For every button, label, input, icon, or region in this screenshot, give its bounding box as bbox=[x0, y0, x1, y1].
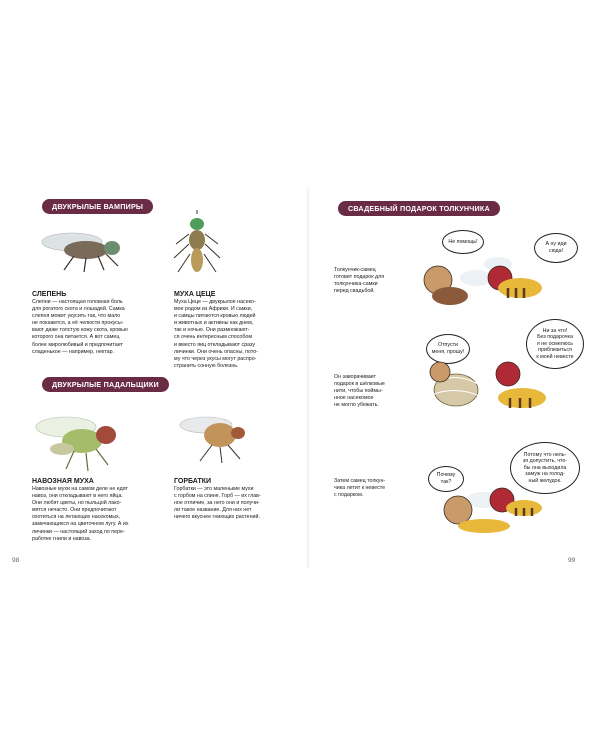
tsetse-fly-illustration bbox=[172, 210, 222, 282]
section-banner-wedding-gift: СВАДЕБНЫЙ ПОДАРОК ТОЛКУНЧИКА bbox=[338, 201, 500, 216]
panel3-caption: Затем самец толкун- чика летит к невесте с подарком. bbox=[334, 478, 386, 499]
book-spread bbox=[12, 188, 580, 568]
insect-title-humpback-fly: ГОРБАТКИ bbox=[174, 478, 212, 485]
dung-fly-illustration bbox=[32, 401, 132, 473]
panel3-comic-scene bbox=[424, 474, 564, 534]
panel1-comic-scene bbox=[416, 250, 556, 310]
insect-desc-tsetse: Муха Цеце — двукрылое насеко- мое родом из Африки. И самки, и самцы питаются кровью людей и животных и активны как днем, так и ночью. Они размножают- ся очень интересным способом и вместо яиц откладывают сразу личинки. Они очень опасны, пото- му что через укусы могут распро- странить сонную болезнь. bbox=[174, 299, 258, 369]
horsefly-illustration bbox=[34, 226, 129, 276]
panel2-bubble-left: Отпусти меня, прошу! bbox=[426, 334, 470, 364]
panel2-bubble-right: Ни за что! Без подарочка я не осмелюсь приблизиться к моей невесте bbox=[526, 319, 584, 369]
panel1-bubble-right: А ну иди сюда! bbox=[534, 233, 578, 263]
insect-desc-dung-fly: Навозные мухи на самом деле не едят навоз, они откладывают в него яйца. Они любят цветы, но пыльцой лако- мятся нечасто. Они предпочитают охотиться на летающих насекомых, замечающихся на цветочном лугу. А их личинки — настоящий заход по пере- работке гнили и навоза. bbox=[32, 486, 129, 542]
panel2-comic-scene bbox=[422, 352, 562, 418]
humpback-fly-illustration bbox=[170, 405, 260, 465]
left-page bbox=[12, 188, 304, 568]
right-page bbox=[312, 188, 580, 568]
panel3-bubble-left: Почему так? bbox=[428, 466, 464, 492]
insect-title-dung-fly: НАВОЗНАЯ МУХА bbox=[32, 478, 94, 485]
insect-desc-humpback-fly: Горбатки — это маленькие мухи с горбом на спине. Горб — их глав- ное отличие, за него они и получи- ли такое название. Для них нет ничего вкуснее гниющих растений. bbox=[174, 486, 261, 521]
panel2-caption: Он заворачивает подарок в шёлковые нити, чтобы поймы- нное насекомое не могло убежать. bbox=[334, 374, 385, 409]
section-banner-vampires: ДВУКРЫЛЫЕ ВАМПИРЫ bbox=[42, 199, 153, 214]
page-number-right: 99 bbox=[568, 557, 576, 564]
insect-title-horsefly: СЛЕПЕНЬ bbox=[32, 291, 67, 298]
panel1-bubble-left: Не помощь! bbox=[442, 230, 484, 254]
page-number-left: 98 bbox=[12, 557, 20, 564]
panel3-bubble-right: Потому что нель- зя допустить, что- бы она выходила замуж на голод- ный желудок. bbox=[510, 442, 580, 494]
section-banner-scavengers: ДВУКРЫЛЫЕ ПАДАЛЬЩИКИ bbox=[42, 377, 169, 392]
insect-desc-horsefly: Слепни — настоящая головная боль для рогатого скота и лошадей. Самка слепня может укусить так, что мало не покажется, а её челюсти прокусы- вают даже толстую кожу скота, кровью которого она питается. А вот самец более миролюбивый и предпочитает сладенькое — например, нектар. bbox=[32, 299, 128, 355]
insect-title-tsetse: МУХА ЦЕЦЕ bbox=[174, 291, 216, 298]
panel1-caption: Толкунчик-самец готовит подарок для толкунчика-самки перед свадьбой. bbox=[334, 267, 385, 295]
book-gutter bbox=[306, 188, 310, 568]
